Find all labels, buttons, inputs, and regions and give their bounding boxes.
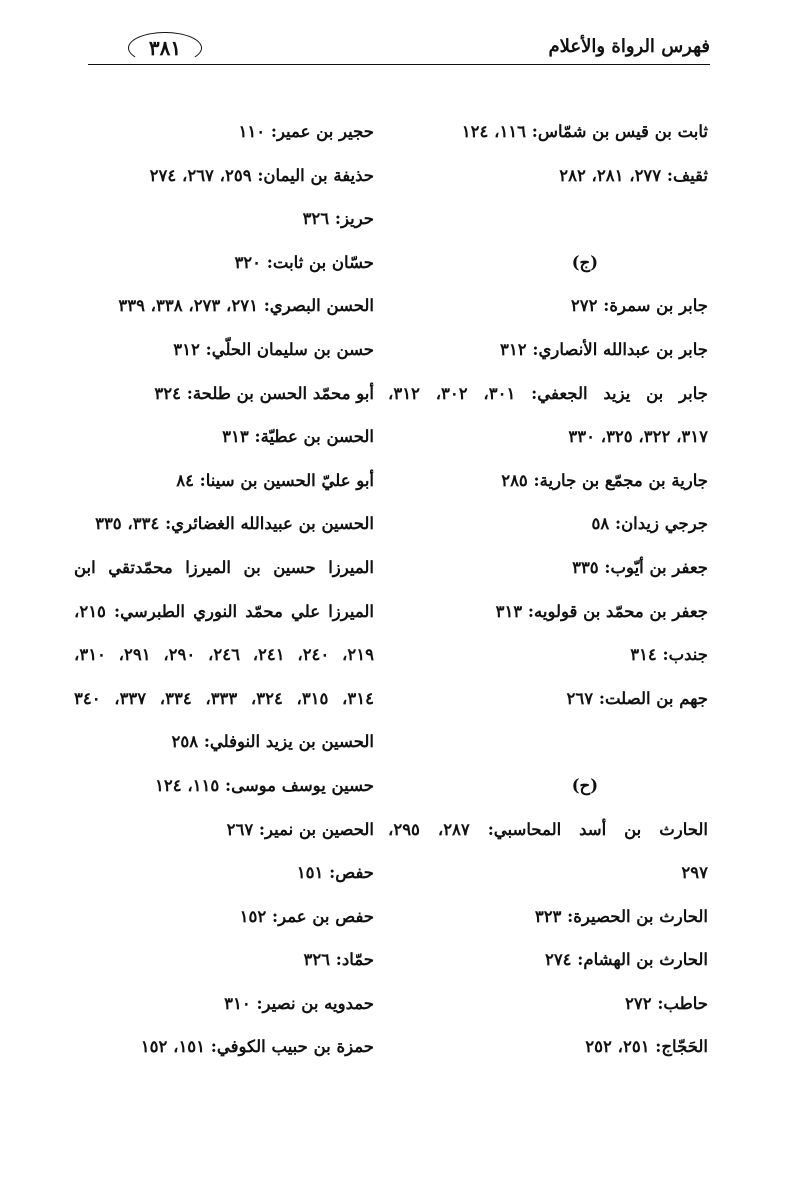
index-entry: جابر بن سمرة: ٢٧٢ [570,296,708,316]
index-entry: ثابت بن قيس بن شمّاس: ١١٦، ١٢٤ [461,122,708,141]
index-entry: جعفر بن أيّوب: ٣٣٥ [572,557,708,577]
page-number-frame [128,32,202,64]
index-entry: حمدويه بن نصير: ٣١٠ [224,993,374,1013]
index-entry-continuation: الميرزا علي محمّد النوري الطبرسي: ٢١٥، [74,601,374,621]
index-entry: الميرزا حسين بن الميرزا محمّدتقي ابن [74,557,374,577]
index-entry-continuation: ٣١٧، ٣٢٢، ٣٢٥، ٣٣٠ [568,427,708,447]
index-column-left [74,110,374,1069]
index-entry: الحصين بن نمير: ٢٦٧ [226,819,374,839]
index-entry: جارية بن مجمّع بن جارية: ٢٨٥ [501,470,708,490]
section-heading-jim: (ج) [571,252,598,272]
index-column-right [388,110,708,1069]
index-entry: حسن بن سليمان الحلّي: ٣١٢ [173,339,374,359]
index-entry: جهم بن الصلت: ٢٦٧ [566,688,708,708]
index-entry: الحسن بن عطيّة: ٣١٣ [222,427,374,447]
index-entry: حريز: ٣٢٦ [302,209,374,229]
index-entry-continuation: ٢١٩، ٢٤٠، ٢٤١، ٢٤٦، ٢٩٠، ٢٩١، ٣١٠، [74,645,374,665]
index-entry: حسين يوسف موسى: ١١٥، ١٢٤ [154,775,374,795]
index-entry: أبو محمّد الحسن بن طلحة: ٣٢٤ [154,383,374,403]
running-title: فهرس الرواة والأعلام [548,36,710,57]
index-entry: جندب: ٣١٤ [630,645,708,665]
index-entry: الحَجّاج: ٢٥١، ٢٥٢ [585,1037,708,1057]
index-entry: حسّان بن ثابت: ٣٢٠ [234,252,374,272]
index-entry: حمزة بن حبيب الكوفي: ١٥١، ١٥٢ [140,1037,374,1057]
header-rule [88,64,710,65]
index-entry: جرجي زيدان: ٥٨ [591,514,708,534]
index-entry: الحارث بن الهشام: ٢٧٤ [544,950,708,970]
index-entry: حفص بن عمر: ١٥٢ [239,906,374,926]
index-entry: حذيفة بن اليمان: ٢٥٩، ٢٦٧، ٢٧٤ [149,165,374,185]
page-header [88,30,710,68]
index-entry-continuation: ٣١٤، ٣١٥، ٣٢٤، ٣٣٣، ٣٣٤، ٣٣٧، ٣٤٠ [74,688,374,708]
index-entry: الحارث بن الحصيرة: ٣٢٣ [534,906,708,926]
index-entry: الحسين بن عبيدالله الغضائري: ٣٣٤، ٣٣٥ [95,514,374,534]
section-heading-ha: (ح) [571,775,598,795]
index-entry: جابر بن يزيد الجعفي: ٣٠١، ٣٠٢، ٣١٢، [388,383,708,403]
index-entry: حجير بن عمير: ١١٠ [238,122,374,141]
index-entry: الحسين بن يزيد النوفلي: ٢٥٨ [171,732,374,752]
page-number: ٣٨١ [148,36,182,60]
index-entry: جعفر بن محمّد بن قولويه: ٣١٣ [495,601,708,621]
index-entry: حمّاد: ٣٢٦ [303,950,374,970]
index-entry: أبو عليّ الحسين بن سينا: ٨٤ [176,470,374,490]
index-entry-continuation: ٢٩٧ [681,863,708,883]
index-entry: الحسن البصري: ٢٧١، ٢٧٣، ٣٣٨، ٣٣٩ [118,296,374,316]
index-entry: حاطب: ٢٧٢ [625,993,708,1013]
index-entry: ثقيف: ٢٧٧، ٢٨١، ٢٨٢ [559,165,708,185]
blank-line [388,197,708,241]
index-entry: الحارث بن أسد المحاسبي: ٢٨٧، ٢٩٥، [388,819,708,839]
index-entry: جابر بن عبدالله الأنصاري: ٣١٢ [500,339,708,359]
blank-line [388,720,708,764]
index-entry: حفص: ١٥١ [296,863,374,883]
